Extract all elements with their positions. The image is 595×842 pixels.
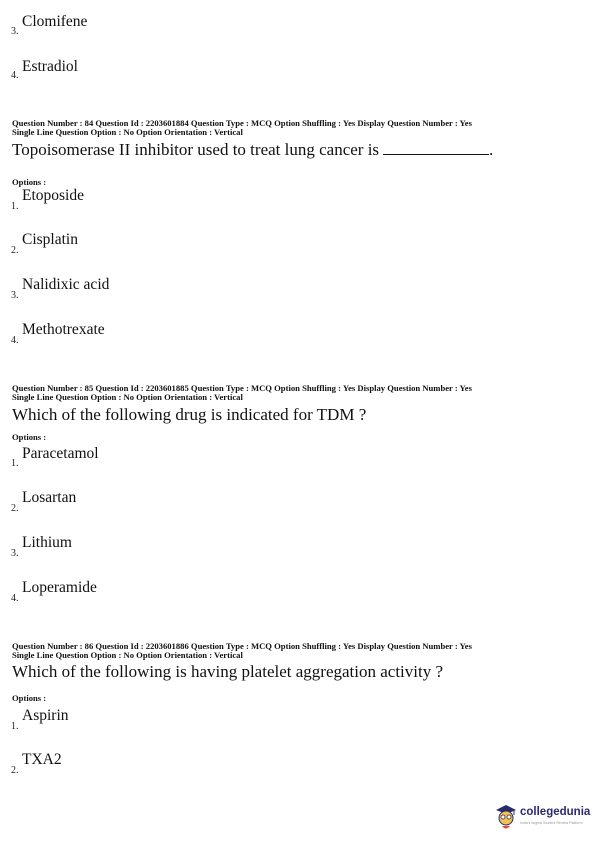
option-text: TXA2 [22,751,62,768]
option-text: Loperamide [22,579,97,596]
option-number: 1. [11,458,19,469]
question-end: . [489,140,494,159]
question-text [12,140,493,160]
collegedunia-logo[interactable] [494,803,590,833]
option-text: Paracetamol [22,445,99,462]
option-number: 2. [11,503,19,514]
question-stem: Topoisomerase II inhibitor used to treat lung cancer is [12,140,380,159]
options-label: Options : [12,177,47,187]
question-meta-line2: Single Line Question Option : No Option Orientation : Vertical [12,392,243,402]
options-label: Options : [12,693,47,703]
question-meta-line1: Question Number : 85 Question Id : 2203601885 Question Type : MCQ Option Shuffling : Yes Display Question Number : Yes [12,383,472,393]
option-number: 3. [11,290,19,301]
option-text: Losartan [22,489,77,506]
question-meta-line2: Single Line Question Option : No Option Orientation : Vertical [12,650,243,660]
options-label: Options : [12,432,47,442]
option-number: 3. [11,548,19,559]
question-meta-line2: Single Line Question Option : No Option Orientation : Vertical [12,127,243,137]
option-number: 2. [11,765,19,776]
answer-blank [383,141,489,155]
option-text: Clomifene [22,13,88,30]
option-number: 4. [11,335,19,346]
option-text: Methotrexate [22,321,105,338]
logo-wordmark: collegedunia [520,806,591,818]
question-text: Which of the following drug is indicated for TDM ? [12,405,367,424]
option-number: 1. [11,721,19,732]
option-number: 3. [11,26,19,37]
option-number: 2. [11,245,19,256]
option-text: Etoposide [22,187,84,204]
option-text: Lithium [22,534,72,551]
option-text: Aspirin [22,707,69,724]
option-text: Estradiol [22,58,78,75]
option-text: Nalidixic acid [22,276,110,293]
question-meta-line1: Question Number : 84 Question Id : 2203601884 Question Type : MCQ Option Shuffling : Yes Display Question Number : Yes [12,118,472,128]
question-text: Which of the following is having platelet aggregation activity ? [12,662,444,681]
option-number: 4. [11,593,19,604]
question-meta-line1: Question Number : 86 Question Id : 2203601886 Question Type : MCQ Option Shuffling : Yes Display Question Number : Yes [12,641,472,651]
graduate-mascot-icon [494,803,518,831]
option-number: 4. [11,70,19,81]
option-number: 1. [11,201,19,212]
logo-tagline: India's largest Student Review Platform [520,821,583,825]
option-text: Cisplatin [22,231,78,248]
